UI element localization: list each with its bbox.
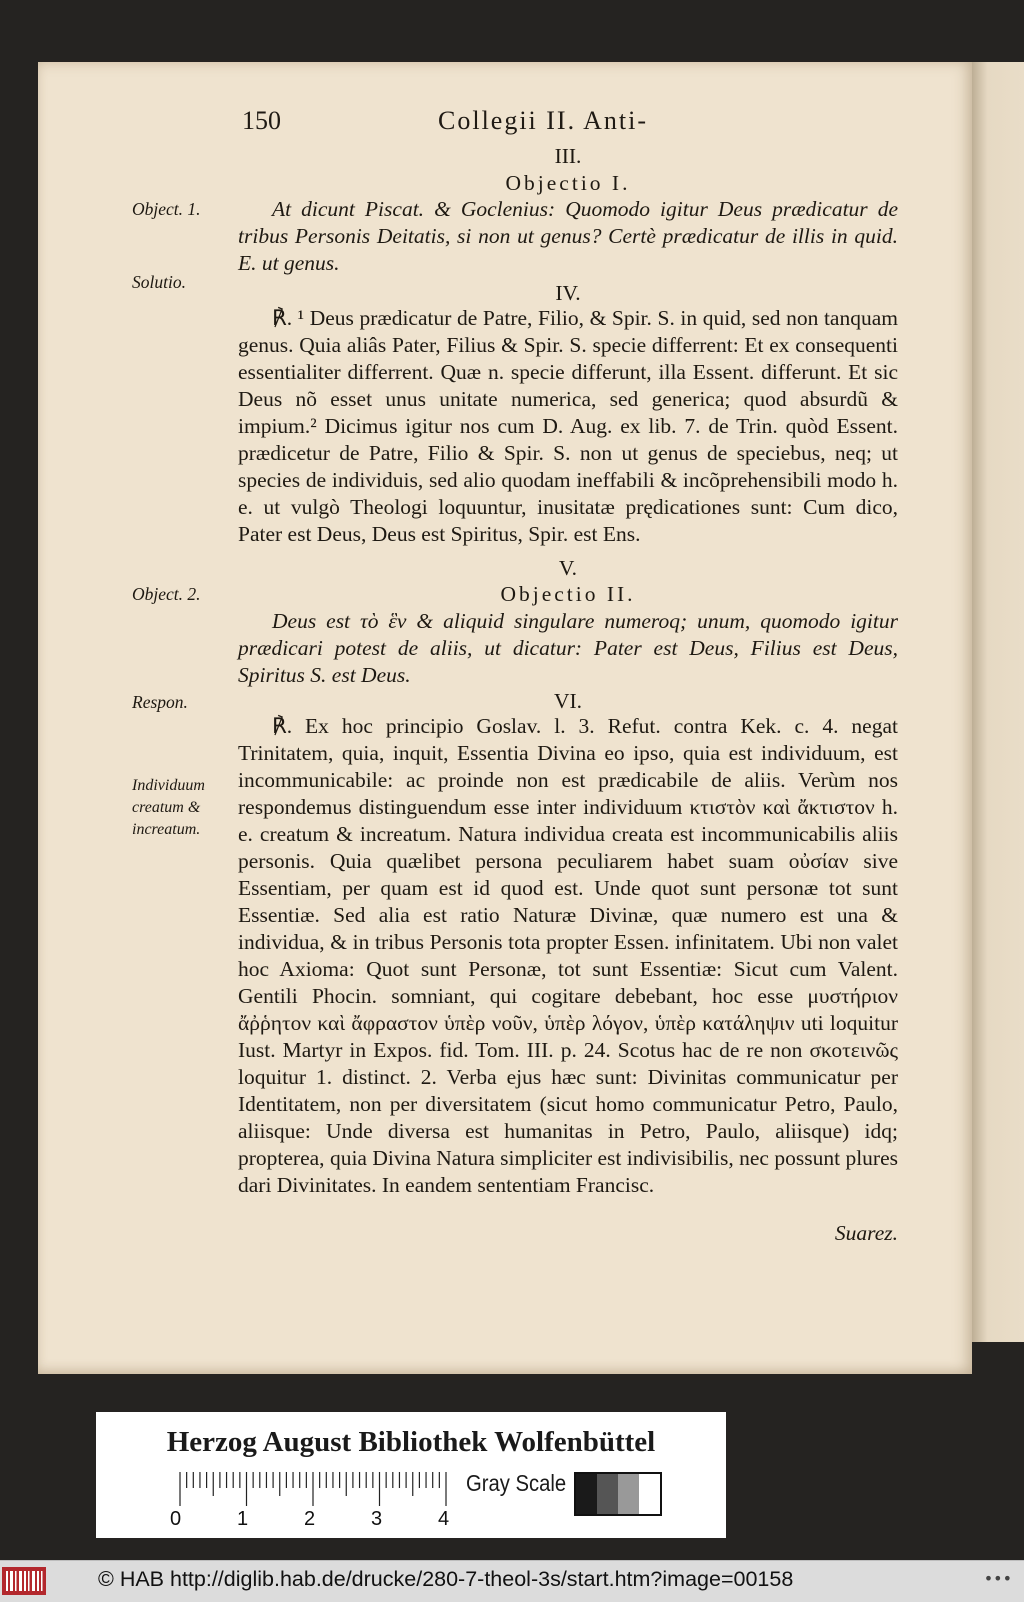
margin-note: Object. 2. [132, 584, 201, 604]
ruler-number: 4 [438, 1508, 450, 1530]
running-head [242, 106, 802, 140]
paragraph-solutio-1: ℟. ¹ Deus prædicatur de Patre, Filio, & Spir. S. in quid, sed non tanquam genus. Quia aliâs Pater, Filius & Spir. S. specie differrent: Et ex consequenti essentialiter differrent. Quæ n. specie differunt, illa Essent. differunt. Et sic Deus nõ esset unus unitate numerica, sed generica; quod absurdũ & impium.² Dicimus igitur nos cum D. Aug. ex lib. 7. de Trin. quòd Essent. prædicetur de Patre, Filio & Spir. S. non ut genus de speciebus, neq; ut species de individuis, sed alio quodam ineffabili & incõprehensibili modo h. e. ut vulgò Theologi loquuntur, inusitatæ prędicationes sunt: Cum dico, Pater est Deus, Deus est Spiritus, Spir. est Ens. [238, 306, 898, 546]
section-subheading: Objectio I. [505, 171, 631, 195]
margin-note: Individuum creatum & increatum. [132, 777, 205, 838]
paragraph-respon: ℟. Ex hoc principio Goslav. l. 3. Refut. contra Kek. c. 4. negat Trinitatem, quia, inquit, Essentia Divina eo ipso, quia est individuum, est incommunicabile: ac proinde non est prædicabile de aliis. Verùm nos respondemus distinguendum esse inter individuum κτιστὸν καὶ ἄκτιστον h. e. creatum & increatum. Natura individua creata est incommunicabilis aliis personis. Quia quælibet persona peculiarem habet suam οὐσίαν sive Essentiam, per quam est id quod est. Unde quot sunt personæ tot sunt Essentiæ. Sed alia est ratio Naturæ Divinæ, quæ numero est una & individua, & in tribus Personis tota propter Essen. infinitatem. Ubi non valet hoc Axioma: Quot sunt Personæ, tot sunt Essentiæ: Sicut cum Valent. Gentili Phocin. somniant, qui cogitare debebant, hoc esse μυστήριον ἄῤῥητον καὶ ἄφραστον ὑπὲρ νοῦν, ὑπὲρ λόγον, ὑπὲρ κατάληψιν uti loquitur Iust. Martyr in Expos. fid. Tom. III. p. 24. Scotus hac de re non σκοτεινῶς loquitur 1. distinct. 2. Verba ejus hæc sunt: Divinitas communicatur per Identitatem, non per diversitatem (sicut homo communicatur Petro, Paulo, aliisque: Unde diversa est humanitas in Petro, Paulo, aliisque) idq; propterea, quia Divina Natura simpliciter est indivisibilis, nec possunt plures dari Divinitates. In eandem sententiam Francisc. [238, 714, 898, 1197]
library-label [96, 1412, 726, 1538]
margin-note: Respon. [132, 692, 188, 712]
page-number: 150 [242, 106, 281, 135]
institution-name: Herzog August Bibliothek Wolfenbüttel [166, 1426, 656, 1458]
ruler-number: 1 [237, 1508, 249, 1530]
section-heading: III. [554, 144, 582, 168]
ruler-number: 0 [170, 1508, 182, 1530]
gray-scale-swatch [574, 1472, 662, 1516]
catchword: Suarez. [834, 1221, 898, 1245]
ruler-number: 2 [304, 1508, 316, 1530]
gray-scale-label: Gray Scale [466, 1470, 567, 1496]
section-heading: IV. [555, 281, 581, 305]
copyright-url: © HAB http://diglib.hab.de/drucke/280-7-theol-3s/start.htm?image=00158 [98, 1567, 794, 1591]
status-bar [0, 1560, 1024, 1602]
margin-note: Object. 1. [132, 199, 201, 219]
next-page-edge [972, 62, 1024, 1342]
paragraph-objectio-2: Deus est τὸ ἓν & aliquid singulare numeroq; unum, quomodo igitur prædicari potest de aliis, ut dicatur: Pater est Deus, Filius est Deus, Spiritus S. est Deus. [238, 609, 898, 687]
ruler-number: 3 [371, 1508, 383, 1530]
section-heading: VI. [553, 689, 583, 713]
section-subheading: Objectio II. [500, 582, 636, 606]
running-title: Collegii II. Anti- [438, 106, 649, 135]
ellipsis-icon[interactable]: ••• [983, 1569, 1012, 1588]
paragraph-objectio-1: At dicunt Piscat. & Goclenius: Quomodo igitur Deus prædicatur de tribus Personis Deitatis, si non ut genus? Certè prædicatur de illis in quid. E. ut genus. [238, 197, 898, 275]
hab-logo-icon [2, 1567, 46, 1595]
section-heading: V. [558, 556, 578, 580]
ruler-numbers [166, 1508, 466, 1532]
margin-note: Solutio. [132, 272, 186, 292]
ruler-scale [178, 1472, 448, 1506]
